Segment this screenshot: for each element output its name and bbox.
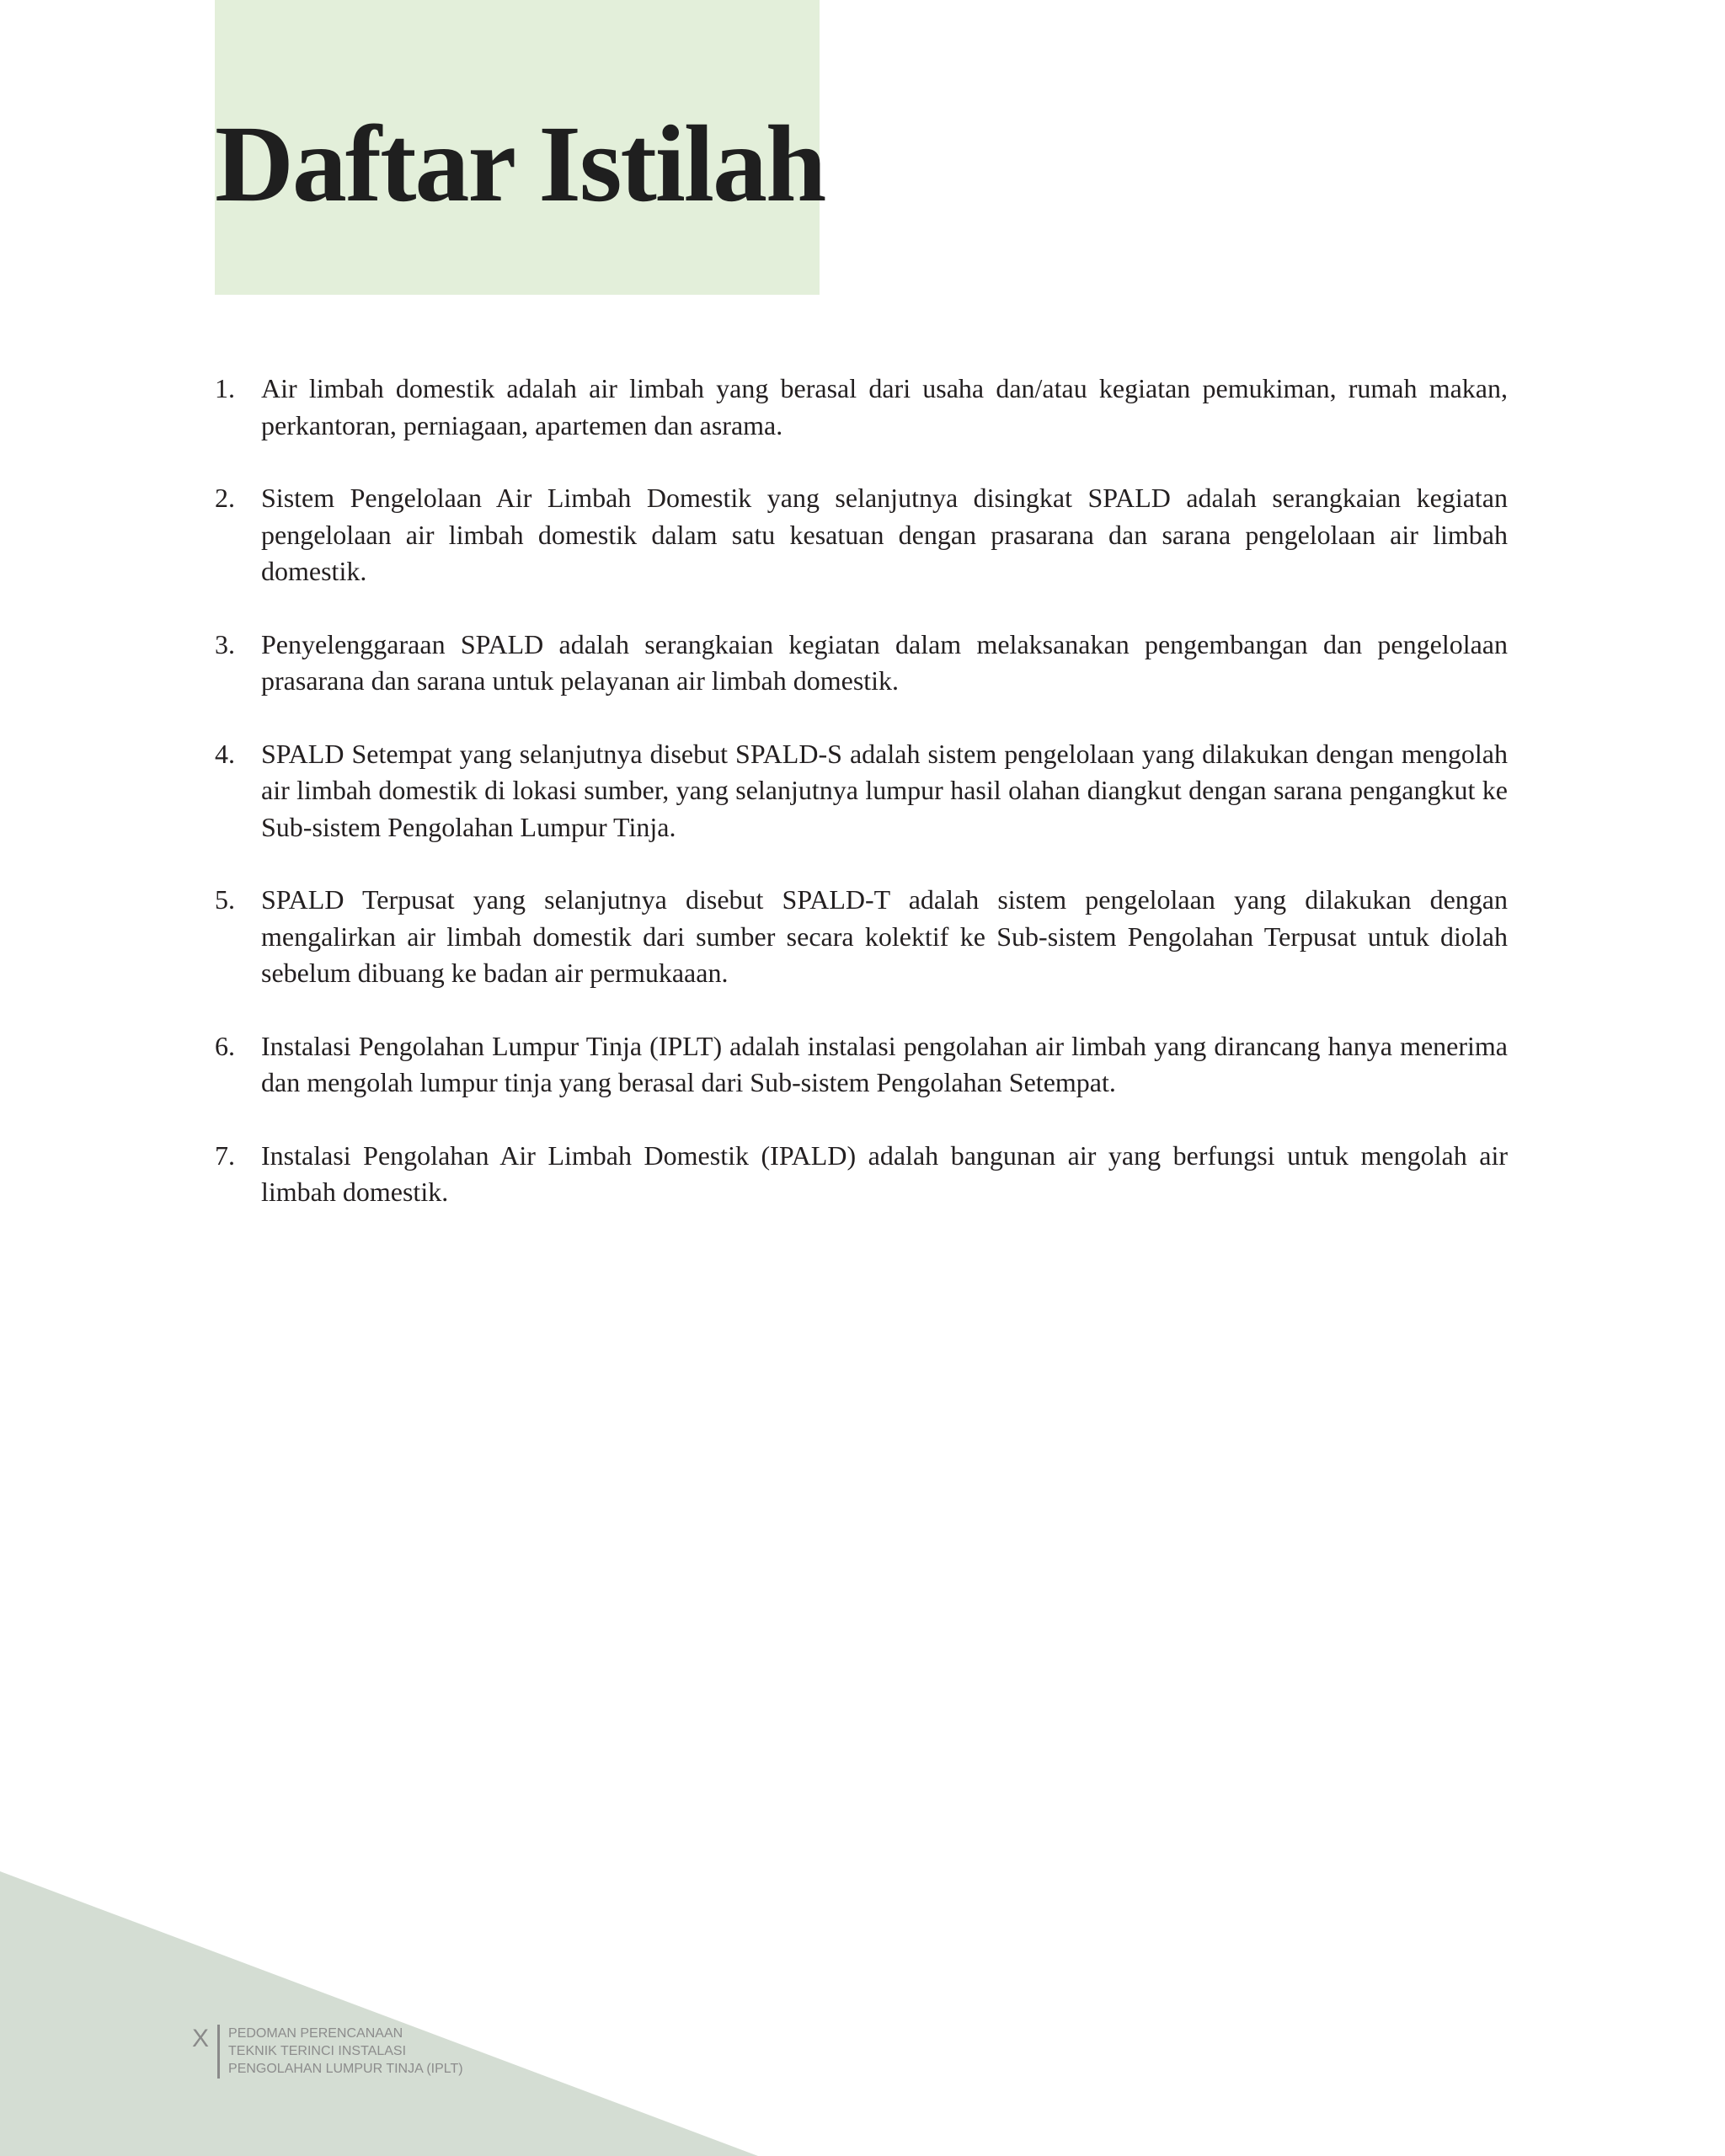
term-text: Instalasi Pengolahan Air Limbah Domestik (IPALD) adalah bangunan air yang berfungsi untuk mengolah air limbah domestik. [261,1139,1508,1207]
term-text: SPALD Setempat yang selanjutnya disebut SPALD-S adalah sistem pengelolaan yang dilakukan dengan mengolah air limbah domestik di lokasi sumber, yang selanjutnya lumpur hasil olahan diangkut dengan sarana pengangkut ke Sub-sistem Pengolahan Lumpur Tinja. [261,738,1508,842]
term-text: SPALD Terpusat yang selanjutnya disebut SPALD-T adalah sistem pengelolaan yang dilakukan dengan mengalirkan air limbah domestik dari sumber secara kolektif ke Sub-sistem Pengolahan Terpusat untuk diolah sebelum dibuang ke badan air permukaaan. [261,884,1508,988]
page-title: Daftar Istilah [215,104,825,225]
term-number: 5. [215,884,235,915]
footer-title-line: TEKNIK TERINCI INSTALASI [228,2044,407,2058]
term-number: 1. [215,373,235,403]
corner-triangle [0,1871,758,2156]
term-number: 4. [215,738,235,769]
term-number: 3. [215,628,235,659]
term-text: Penyelenggaraan SPALD adalah serangkaian kegiatan dalam melaksanakan pengembangan dan pengelolaan prasarana dan sarana untuk pelayanan air limbah domestik. [261,628,1508,696]
term-text: Instalasi Pengolahan Lumpur Tinja (IPLT) adalah instalasi pengolahan air limbah yang dirancang hanya menerima dan mengolah lumpur tinja yang berasal dari Sub-sistem Pengolahan Setempat. [261,1030,1508,1097]
term-text: Sistem Pengelolaan Air Limbah Domestik yang selanjutnya disingkat SPALD adalah serangkaian kegiatan pengelolaan air limbah domestik dalam satu kesatuan dengan prasarana dan sarana pengelolaan air limbah domestik. [261,483,1508,586]
term-number: 7. [215,1139,235,1171]
term-number: 6. [215,1030,235,1061]
term-number: 2. [215,483,235,513]
page-footer [192,2025,463,2079]
footer-document-title [228,2025,463,2078]
footer-page-number: X [192,2025,210,2052]
term-text: Air limbah domestik adalah air limbah yang berasal dari usaha dan/atau kegiatan pemukiman, rumah makan, perkantoran, perniagaan, apartemen dan asrama. [261,373,1508,440]
footer-title-line: PEDOMAN PERENCANAAN [228,2026,403,2041]
footer-divider [217,2025,220,2079]
footer-title-line: PENGOLAHAN LUMPUR TINJA (IPLT) [228,2062,463,2076]
